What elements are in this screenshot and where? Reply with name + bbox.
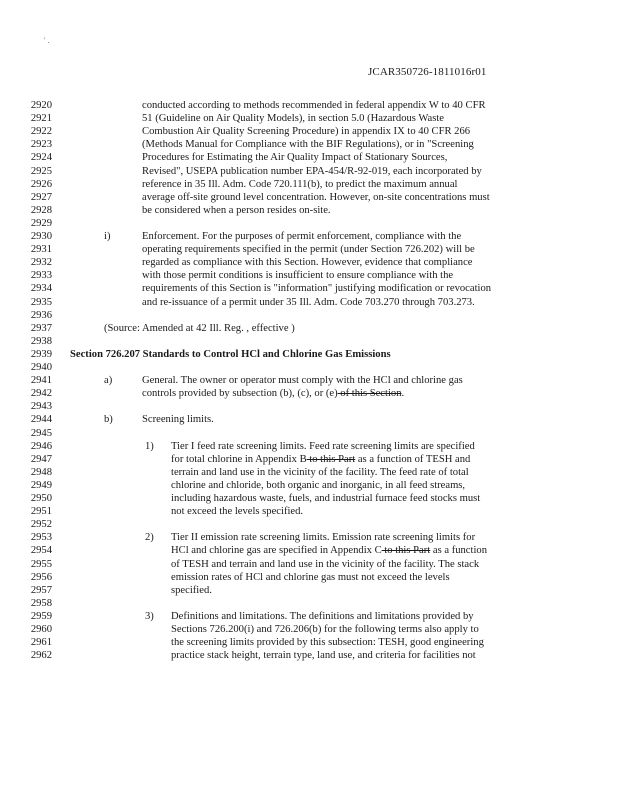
document-line [0,217,618,230]
line-number: 2938 [30,335,52,347]
line-text: not exceed the levels specified. [171,506,304,518]
line-text: the screening limits provided by this subsection: TESH, good engineering [171,637,484,649]
line-number: 2931 [30,244,52,256]
line-number: 2926 [30,178,52,190]
line-number: 2921 [30,113,52,125]
line-text: Enforcement. For the purposes of permit enforcement, compliance with the [142,231,462,242]
line-number: 2928 [30,204,52,216]
document-line [0,125,618,138]
list-marker: b) [104,414,113,426]
document-line [0,492,618,505]
line-number: 2954 [30,545,52,557]
line-text: controls provided by subsection (b), (c), or (e) of this Section. [142,388,405,400]
line-number: 2929 [30,217,52,229]
line-text: requirements of this Section is "information" justifying modification or revocation [142,283,492,295]
line-number: 2934 [30,283,52,295]
line-number: 2959 [30,610,52,622]
document-line [0,269,618,282]
line-number: 2920 [30,100,52,111]
list-marker: 1) [145,440,154,452]
document-line [0,544,618,557]
document-line [0,610,618,623]
line-number: 2932 [30,257,52,269]
document-line [0,335,618,348]
document-line [0,531,618,544]
document-line [0,571,618,584]
document-line [0,479,618,492]
struck-text: of this Section [337,388,402,400]
document-line [0,440,618,453]
line-number: 2955 [30,558,52,570]
line-number: 2944 [30,414,52,426]
line-text: practice stack height, terrain type, land use, and criteria for facilities not [171,650,476,662]
document-line [0,309,618,322]
line-number: 2961 [30,637,52,649]
line-text: including hazardous waste, fuels, and industrial furnace feed stocks must [171,493,481,504]
section-heading: Section 726.207 Standards to Control HCl and Chlorine Gas Emissions [70,348,391,360]
document-line [0,453,618,466]
document-line [0,178,618,191]
line-text: HCl and chlorine gas are specified in Appendix C to this Part as a function [171,545,487,557]
list-marker: i) [104,231,111,242]
line-text: be considered when a person resides on-site. [142,204,331,216]
line-number: 2939 [30,348,52,360]
list-marker: 2) [145,532,154,544]
line-number: 2933 [30,270,52,282]
document-line [0,112,618,125]
line-number: 2949 [30,479,52,491]
document-line [0,256,618,269]
document-line [0,597,618,610]
document-line [0,151,618,164]
document-line [0,99,618,112]
line-text: conducted according to methods recommended in federal appendix W to 40 CFR [142,100,486,111]
line-text: Definitions and limitations. The definitions and limitations provided by [171,610,474,622]
line-number: 2958 [30,597,52,609]
line-number: 2930 [30,231,52,242]
line-text: terrain and land use in the vicinity of the facility. The feed rate of total [171,466,469,478]
line-number: 2941 [30,375,52,387]
document-line [0,138,618,151]
list-marker: 3) [145,610,154,622]
line-text: Tier II emission rate screening limits. Emission rate screening limits for [171,532,476,544]
document-line [0,348,618,361]
line-number: 2948 [30,466,52,478]
document-line [0,466,618,479]
line-text: Revised", USEPA publication number EPA-454/R-92-019, each incorporated by [142,165,482,177]
line-text: of TESH and terrain and land use in the vicinity of the facility. The stack [171,558,480,570]
document-line [0,518,618,531]
document-line [0,413,618,426]
document-line [0,361,618,374]
line-number: 2960 [30,624,52,635]
line-text: chlorine and chloride, both organic and inorganic, in all feed streams, [171,479,466,491]
document-line [0,230,618,243]
line-number: 2927 [30,191,52,203]
line-text: Tier I feed rate screening limits. Feed rate screening limits are specified [171,440,475,452]
document-line [0,649,618,662]
struck-text: to this Part [306,453,356,465]
line-text: Combustion Air Quality Screening Procedure) in appendix IX to 40 CFR 266 [142,126,471,138]
line-number: 2922 [30,126,52,138]
line-text: 51 (Guideline on Air Quality Models), in section 5.0 (Hazardous Waste [142,113,444,125]
line-number: 2943 [30,401,52,413]
line-text: Procedures for Estimating the Air Quality Impact of Stationary Sources, [142,152,448,164]
document-line [0,558,618,571]
document-line [0,636,618,649]
line-text: and re-issuance of a permit under 35 Ill. Adm. Code 703.270 through 703.273. [142,296,475,308]
line-text: General. The owner or operator must comply with the HCl and chlorine gas [142,375,463,387]
document-line [0,584,618,597]
line-text: (Source: Amended at 42 Ill. Reg. , effective ) [104,322,295,334]
line-number: 2950 [30,493,52,504]
line-text: operating requirements specified in the permit (under Section 726.202) will be [142,244,475,256]
line-number: 2925 [30,165,52,177]
line-number: 2940 [30,362,52,373]
line-number: 2957 [30,584,52,596]
document-line [0,204,618,217]
scan-specks: ' . [44,36,50,45]
line-number: 2937 [30,322,52,334]
line-number: 2923 [30,139,52,151]
line-number: 2936 [30,309,52,321]
line-text: average off-site ground level concentration. However, on-site concentrations must [142,191,490,203]
document-line [0,165,618,178]
line-number: 2946 [30,440,52,452]
line-number: 2942 [30,388,52,400]
document-line [0,427,618,440]
document-line [0,623,618,636]
line-number: 2935 [30,296,52,308]
document-line [0,296,618,309]
document-line [0,400,618,413]
line-number: 2951 [30,506,52,518]
document-line [0,374,618,387]
line-number: 2947 [30,453,52,465]
document-line [0,387,618,400]
line-number: 2956 [30,571,52,583]
line-number: 2924 [30,152,52,164]
line-text: with those permit conditions is insufficient to ensure compliance with the [142,270,454,282]
line-number: 2953 [30,532,52,544]
document-line [0,282,618,295]
line-number: 2952 [30,519,52,531]
list-marker: a) [104,375,113,387]
struck-text: to this Part [381,545,431,557]
line-text: emission rates of HCl and chlorine gas must not exceed the levels [171,571,450,583]
document-line [0,322,618,335]
line-text: for total chlorine in Appendix B to this Part as a function of TESH and [171,453,471,465]
line-text: reference in 35 Ill. Adm. Code 720.111(b), to predict the maximum annual [142,178,458,190]
document-line [0,243,618,256]
line-text: regarded as compliance with this Section. However, evidence that compliance [142,257,473,269]
line-text: (Methods Manual for Compliance with the BIF Regulations), or in "Screening [142,139,474,151]
document-id: JCAR350726-1811016r01 [368,66,487,78]
line-text: Screening limits. [142,414,214,426]
line-text: specified. [171,584,212,596]
line-text: Sections 726.200(i) and 726.206(b) for the following terms also apply to [171,624,479,635]
line-number: 2962 [30,650,52,662]
document-line [0,505,618,518]
document-line [0,191,618,204]
line-number: 2945 [30,427,52,439]
